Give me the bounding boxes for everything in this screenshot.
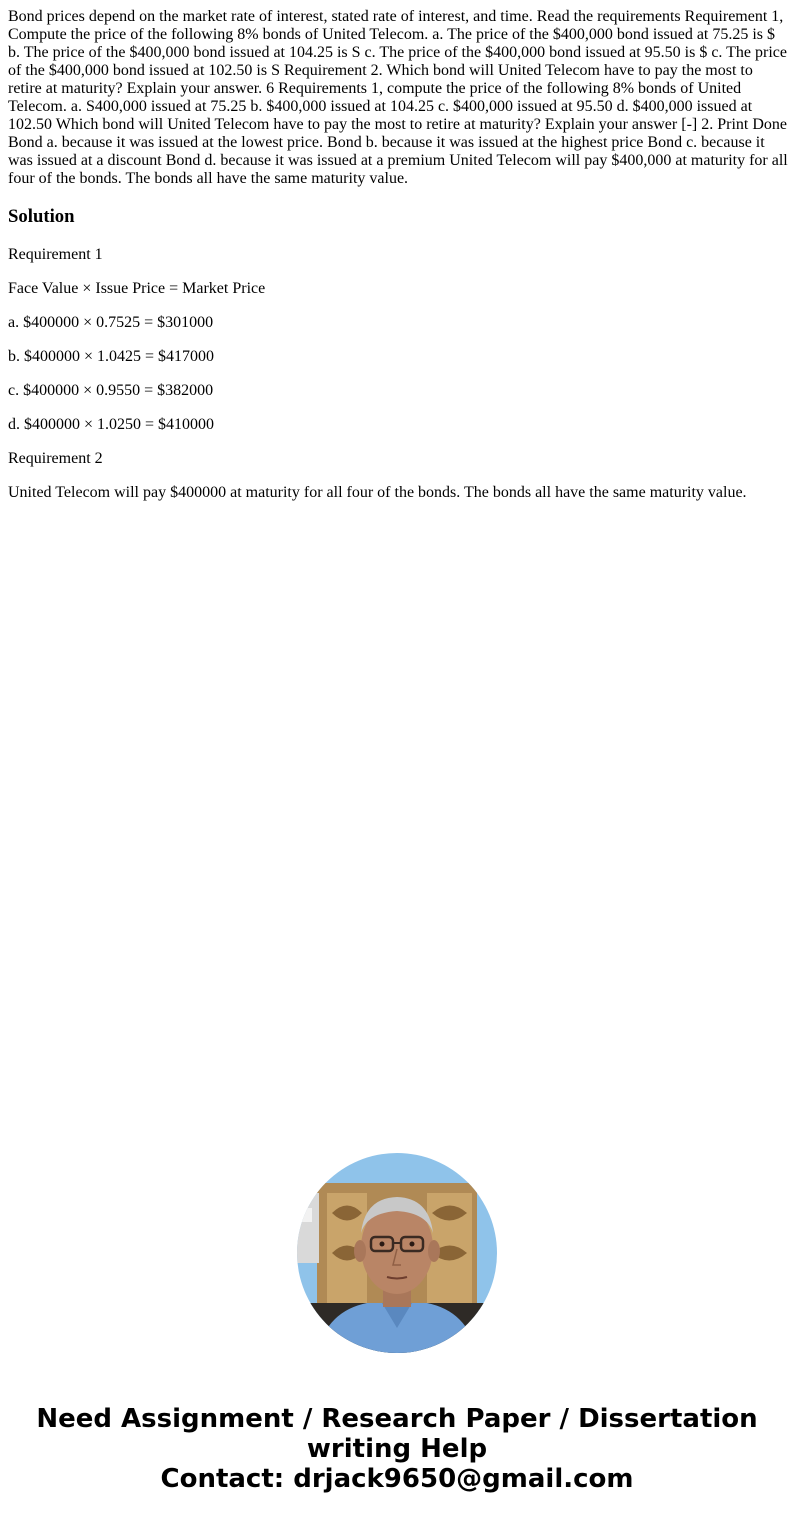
solution-heading: Solution bbox=[8, 206, 75, 227]
conclusion-text: United Telecom will pay $400000 at maturity for all four of the bonds. The bonds all have the same maturity value. bbox=[8, 484, 747, 501]
requirement-2-label: Requirement 2 bbox=[8, 450, 103, 467]
formula-line: Face Value × Issue Price = Market Price bbox=[8, 280, 266, 297]
requirement-1-label: Requirement 1 bbox=[8, 246, 103, 263]
document-content bbox=[8, 0, 788, 502]
question-text: Bond prices depend on the market rate of interest, stated rate of interest, and time. Read the requirements Requirement 1, Compute the price of the following 8% bonds of United Telecom. a. The price of the $400,000 bond issued at 75.25 is $ b. The price of the $400,000 bond issued at 104.25 is S c. The price of the $400,000 bond issued at 95.50 is $ c. The price of the $400,000 bond issued at 102.50 is S Requirement 2. Which bond will United Telecom have to pay the most to retire at maturity? Explain your answer. 6 Requirements 1, compute the price of the following 8% bonds of United Telecom. a. S400,000 issued at 75.25 b. $400,000 issued at 104.25 c. $400,000 issued at 95.50 d. $400,000 issued at 102.50 Which bond will United Telecom have to pay the most to retire at maturity? Explain your answer [-] 2. Print Done Bond a. because it was issued at the lowest price. Bond b. because it was issued at the highest price Bond c. because it was issued at a discount Bond d. because it was issued at a premium United Telecom will pay $400,000 at maturity for all four of the bonds. The bonds all have the same maturity value. bbox=[8, 8, 788, 187]
promo-banner bbox=[0, 1404, 794, 1494]
solution-line-b: b. $400000 × 1.0425 = $417000 bbox=[8, 348, 215, 365]
promo-line-1: Need Assignment / Research Paper / Dissertation bbox=[36, 1404, 758, 1434]
solution-line-a: a. $400000 × 0.7525 = $301000 bbox=[8, 314, 214, 331]
avatar bbox=[297, 1153, 497, 1353]
promo-line-2: writing Help bbox=[306, 1434, 488, 1464]
solution-line-d: d. $400000 × 1.0250 = $410000 bbox=[8, 416, 215, 433]
avatar-portrait-image bbox=[297, 1153, 497, 1353]
promo-contact-line: Contact: drjack9650@gmail.com bbox=[160, 1464, 634, 1494]
solution-line-c: c. $400000 × 0.9550 = $382000 bbox=[8, 382, 214, 399]
